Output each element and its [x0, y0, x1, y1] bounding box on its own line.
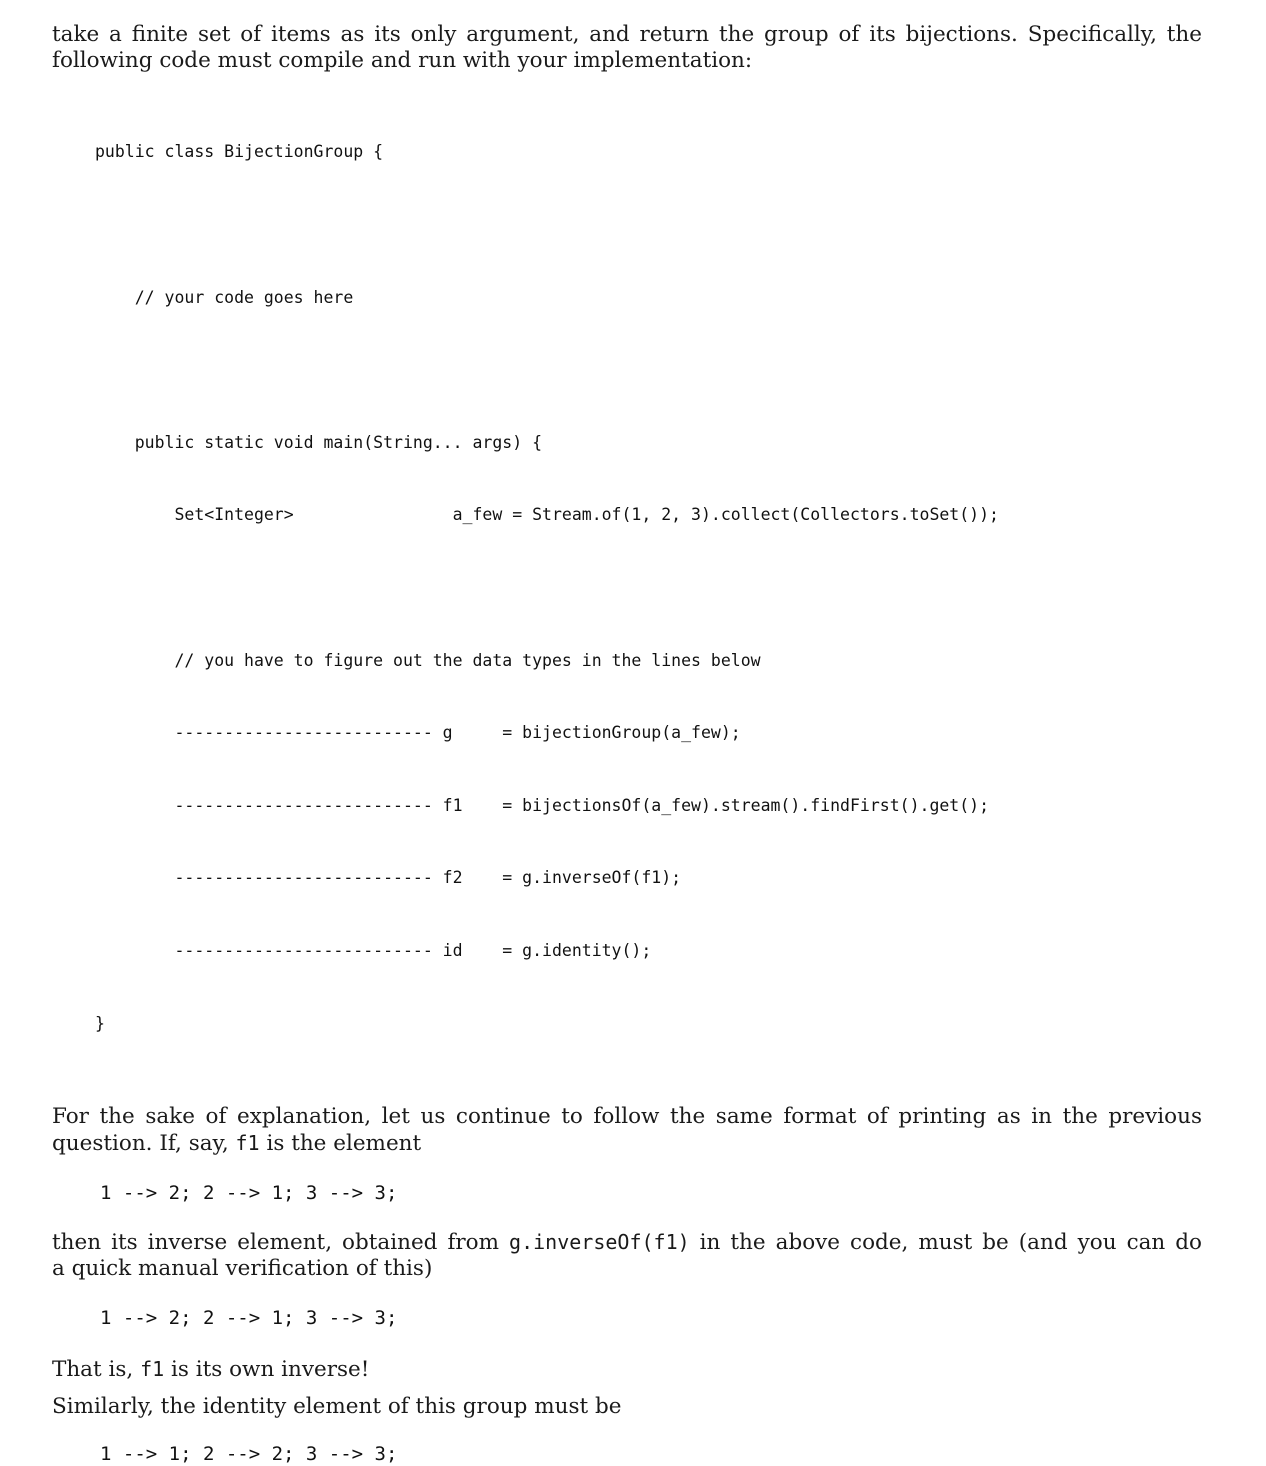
- own-inverse-paragraph: [52, 1356, 1202, 1383]
- explanation-line-2: [52, 1130, 1202, 1157]
- explanation-line-1: For the sake of explanation, let us continue to follow the same format of printing as in the previous: [52, 1104, 1202, 1130]
- identity-paragraph: Similarly, the identity element of this group must be: [52, 1394, 622, 1420]
- intro-paragraph: [52, 22, 1202, 74]
- text-fragment: question. If, say,: [52, 1131, 236, 1157]
- intro-line-2: following code must compile and run with your implementation:: [52, 48, 753, 73]
- inverse-line-1: [52, 1229, 1202, 1256]
- code-line: [95, 576, 1202, 600]
- code-line: // your code goes here: [95, 287, 354, 307]
- inline-code-inverseof: g.inverseOf(f1): [509, 1230, 690, 1255]
- text-fragment: is the element: [259, 1131, 422, 1157]
- mapping-example-1: 1 --> 2; 2 --> 1; 3 --> 3;: [100, 1182, 398, 1205]
- mapping-example-2: 1 --> 2; 2 --> 1; 3 --> 3;: [100, 1307, 398, 1330]
- code-line: [95, 213, 1202, 237]
- code-line: }: [95, 1013, 105, 1033]
- java-code-block: [95, 92, 1202, 1084]
- text-fragment: in the above code, must be (and you can do: [689, 1230, 1203, 1256]
- code-line: Set<Integer> a_few = Stream.of(1, 2, 3).collect(Collectors.toSet());: [95, 505, 999, 525]
- code-line: -------------------------- id = g.identity();: [95, 940, 652, 960]
- code-line: -------------------------- f1 = bijectionsOf(a_few).stream().findFirst().get();: [95, 795, 990, 815]
- code-line: [95, 358, 1202, 382]
- code-line: -------------------------- f2 = g.inverseOf(f1);: [95, 868, 682, 888]
- text-fragment: That is,: [52, 1357, 141, 1383]
- text-fragment: is its own inverse!: [164, 1357, 370, 1383]
- mapping-example-3: 1 --> 1; 2 --> 2; 3 --> 3;: [100, 1443, 398, 1466]
- explanation-paragraph: [52, 1104, 1202, 1157]
- code-line: // you have to figure out the data types in the lines below: [95, 650, 761, 670]
- code-line: -------------------------- g = bijectionGroup(a_few);: [95, 723, 741, 743]
- text-fragment: then its inverse element, obtained from: [52, 1230, 510, 1256]
- code-line: public static void main(String... args) {: [95, 432, 543, 452]
- inverse-paragraph: [52, 1229, 1202, 1282]
- inline-code-f1: f1: [235, 1131, 260, 1156]
- code-line: public class BijectionGroup {: [95, 142, 384, 162]
- document-page: [52, 22, 1202, 1466]
- inverse-line-2: a quick manual verification of this): [52, 1256, 433, 1282]
- intro-line-1: take a finite set of items as its only argument, and return the group of its bijections. Specifically, the: [52, 22, 1202, 47]
- inline-code-f1: f1: [140, 1357, 165, 1382]
